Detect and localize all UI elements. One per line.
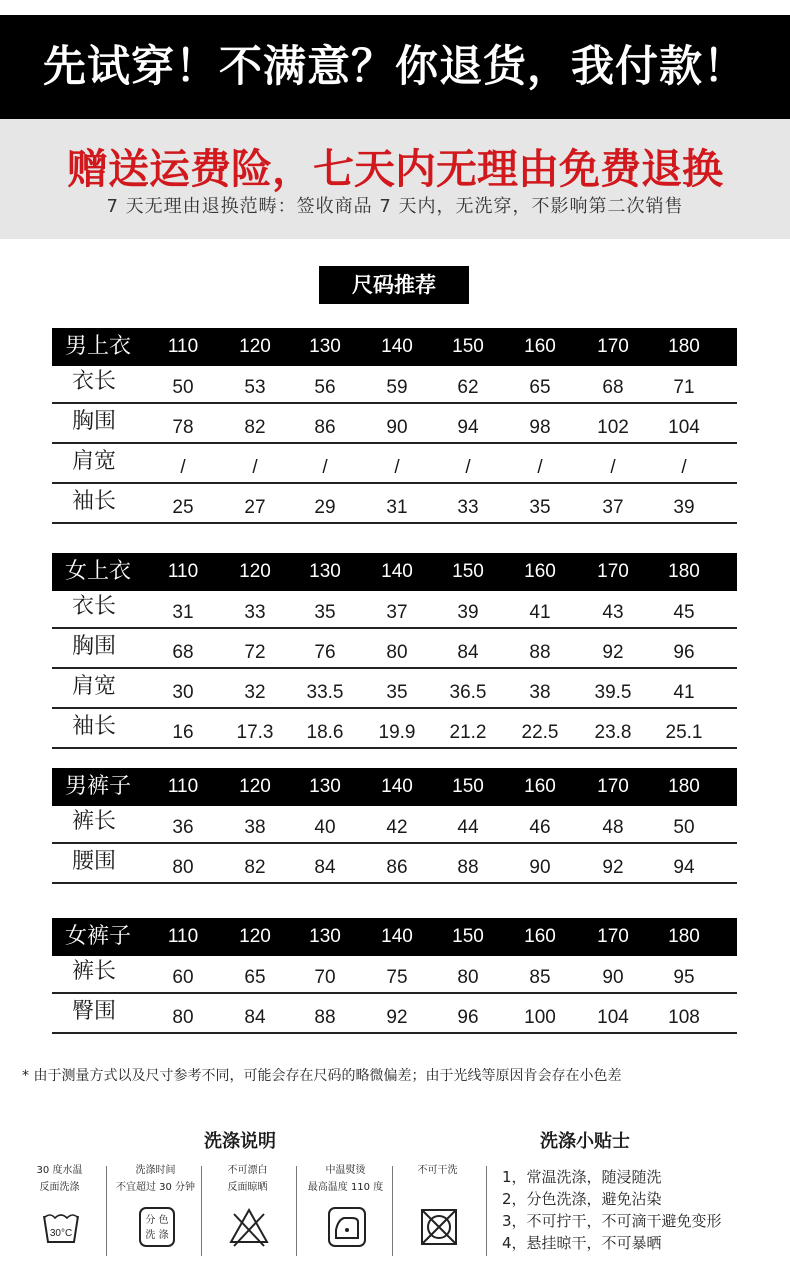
size-table-header: [52, 918, 737, 956]
wash-item-iron: [298, 1162, 393, 1258]
separate-label-1: 分 色: [145, 1215, 169, 1226]
table-cell: /: [537, 457, 543, 478]
size-header-cell: 130: [309, 336, 341, 357]
table-cell: 92: [602, 857, 624, 878]
size-recommend-tag: 尺码推荐: [319, 266, 469, 304]
table-cell: 33: [457, 497, 479, 518]
table-category-label: 女上衣: [65, 559, 132, 584]
table-cell: 45: [673, 602, 695, 623]
size-header-cell: 150: [452, 776, 484, 797]
table-cell: 35: [529, 497, 551, 518]
table-cell: 39.5: [594, 682, 632, 703]
table-cell: 23.8: [594, 722, 632, 743]
table-cell: 80: [457, 967, 479, 988]
separate-wash-icon: [136, 1206, 178, 1248]
table-cell: 84: [314, 857, 336, 878]
measurement-label: 袖长: [72, 714, 117, 739]
table-cell: 38: [529, 682, 551, 703]
table-cell: 94: [457, 417, 479, 438]
table-cell: 102: [597, 417, 629, 438]
size-header-cell: 160: [524, 776, 556, 797]
table-row: [52, 709, 737, 749]
table-cell: 104: [668, 417, 700, 438]
size-header-cell: 130: [309, 926, 341, 947]
measurement-label: 裤长: [72, 809, 117, 834]
measurement-label: 胸围: [72, 409, 117, 434]
table-cell: 59: [386, 377, 408, 398]
table-cell: 25: [172, 497, 194, 518]
table-row: [52, 994, 737, 1034]
separate-label-2: 洗 涤: [145, 1230, 169, 1241]
measurement-label: 腰围: [72, 849, 117, 874]
table-cell: 96: [457, 1007, 479, 1028]
table-cell: /: [394, 457, 400, 478]
table-row: [52, 484, 737, 524]
table-cell: 80: [172, 1007, 194, 1028]
wash-text: 不宜超过 30 分钟: [115, 1182, 196, 1193]
table-cell: 38: [244, 817, 266, 838]
size-header-cell: 170: [597, 336, 629, 357]
table-cell: 95: [673, 967, 695, 988]
tips-title: 洗涤小贴士: [540, 1131, 630, 1152]
table-cell: 33.5: [306, 682, 344, 703]
size-header-cell: 180: [668, 776, 700, 797]
measurement-label: 肩宽: [72, 449, 117, 474]
size-header-cell: 120: [239, 561, 271, 582]
wash-text: 不可漂白: [227, 1165, 268, 1176]
table-cell: 35: [314, 602, 336, 623]
size-header-cell: 160: [524, 561, 556, 582]
measurement-label: 袖长: [72, 489, 117, 514]
table-cell: 27: [244, 497, 266, 518]
table-cell: 16: [172, 722, 194, 743]
table-cell: 90: [386, 417, 408, 438]
table-cell: 62: [457, 377, 479, 398]
table-cell: 41: [529, 602, 551, 623]
table-cell: 108: [668, 1007, 700, 1028]
no-bleach-icon: [228, 1206, 270, 1248]
size-header-cell: 110: [167, 776, 199, 797]
table-cell: 44: [457, 817, 479, 838]
table-category-label: 女裤子: [65, 924, 132, 949]
table-cell: 22.5: [521, 722, 559, 743]
table-cell: /: [681, 457, 687, 478]
table-cell: /: [322, 457, 328, 478]
size-header-cell: 160: [524, 336, 556, 357]
size-header-cell: 130: [309, 561, 341, 582]
wash-text: 最高温度 110 度: [307, 1182, 384, 1193]
table-cell: 48: [602, 817, 624, 838]
table-cell: 50: [172, 377, 194, 398]
table-cell: 40: [314, 817, 336, 838]
table-row: [52, 444, 737, 484]
table-cell: 86: [314, 417, 336, 438]
size-header-cell: 140: [381, 561, 413, 582]
table-cell: 53: [244, 377, 266, 398]
size-header-cell: 120: [239, 926, 271, 947]
table-cell: 60: [172, 967, 194, 988]
measurement-label: 胸围: [72, 634, 117, 659]
wash-title: 洗涤说明: [204, 1131, 276, 1152]
table-cell: 82: [244, 857, 266, 878]
table-cell: 46: [529, 817, 551, 838]
size-header-cell: 150: [452, 926, 484, 947]
measurement-note: * 由于测量方式以及尺寸参考不同，可能会存在尺码的略微偏差；由于光线等原因肯会存在小色差: [22, 1068, 622, 1084]
table-row: [52, 589, 737, 629]
wash-text: 中温熨烫: [325, 1165, 366, 1176]
table-cell: 71: [673, 377, 695, 398]
table-cell: 94: [673, 857, 695, 878]
wash-item-time: [108, 1162, 203, 1258]
table-cell: 42: [386, 817, 408, 838]
table-cell: 39: [457, 602, 479, 623]
table-row: [52, 364, 737, 404]
size-table-header: [52, 768, 737, 806]
banner-title: 先试穿！不满意？你退货，我付款！: [43, 42, 747, 92]
table-cell: 17.3: [236, 722, 274, 743]
table-cell: 84: [457, 642, 479, 663]
wash-text: 反面洗涤: [39, 1182, 80, 1193]
table-cell: 96: [673, 642, 695, 663]
table-cell: 56: [314, 377, 336, 398]
size-header-cell: 150: [452, 561, 484, 582]
table-cell: 21.2: [449, 722, 487, 743]
no-tumble-dry-icon: [418, 1206, 460, 1248]
size-header-cell: 160: [524, 926, 556, 947]
table-cell: 82: [244, 417, 266, 438]
measurement-label: 臀围: [72, 999, 117, 1024]
size-table-header: [52, 553, 737, 591]
table-cell: 65: [244, 967, 266, 988]
size-header-cell: 120: [239, 336, 271, 357]
table-cell: 88: [529, 642, 551, 663]
table-cell: 68: [172, 642, 194, 663]
table-cell: 68: [602, 377, 624, 398]
table-cell: 72: [244, 642, 266, 663]
table-cell: 88: [457, 857, 479, 878]
table-cell: 98: [529, 417, 551, 438]
table-cell: 90: [529, 857, 551, 878]
table-row: [52, 404, 737, 444]
size-header-cell: 170: [597, 561, 629, 582]
table-row: [52, 954, 737, 994]
divider: [296, 1166, 297, 1256]
table-cell: 84: [244, 1007, 266, 1028]
size-header-cell: 180: [668, 336, 700, 357]
table-cell: 86: [386, 857, 408, 878]
promo-subtitle: 7 天无理由退换范畴：签收商品 7 天内，无洗穿，不影响第二次销售: [106, 196, 684, 217]
size-header-cell: 110: [167, 561, 199, 582]
wash-item-bleach: [200, 1162, 295, 1258]
measurement-label: 衣长: [72, 369, 117, 394]
table-cell: 80: [386, 642, 408, 663]
wash-text: 30 度水温: [36, 1165, 83, 1176]
size-header-cell: 140: [381, 926, 413, 947]
table-cell: 29: [314, 497, 336, 518]
table-cell: /: [610, 457, 616, 478]
measurement-label: 肩宽: [72, 674, 117, 699]
size-header-cell: 120: [239, 776, 271, 797]
size-header-cell: 180: [668, 926, 700, 947]
table-category-label: 男上衣: [65, 334, 132, 359]
wash-item-temperature: [12, 1162, 107, 1258]
size-header-cell: 130: [309, 776, 341, 797]
table-cell: 41: [673, 682, 695, 703]
table-cell: 33: [244, 602, 266, 623]
tip-item: 1，常温洗涤，随浸随洗: [502, 1168, 662, 1186]
table-cell: 92: [602, 642, 624, 663]
table-row: [52, 669, 737, 709]
table-row: [52, 629, 737, 669]
table-cell: 32: [244, 682, 266, 703]
wash-temp-label: 30°C: [49, 1228, 73, 1239]
wash-text: 洗涤时间: [135, 1165, 176, 1176]
table-cell: 18.6: [306, 722, 344, 743]
size-header-cell: 170: [597, 776, 629, 797]
table-cell: 100: [524, 1007, 556, 1028]
iron-icon: [326, 1206, 368, 1248]
table-cell: 104: [597, 1007, 629, 1028]
table-cell: 31: [386, 497, 408, 518]
size-header-cell: 180: [668, 561, 700, 582]
table-cell: 43: [602, 602, 624, 623]
size-header-cell: 150: [452, 336, 484, 357]
table-cell: 80: [172, 857, 194, 878]
wash-text: 反面晾晒: [227, 1182, 268, 1193]
table-cell: 35: [386, 682, 408, 703]
tip-item: 2，分色洗涤，避免沾染: [502, 1190, 662, 1208]
table-cell: 30: [172, 682, 194, 703]
size-header-cell: 140: [381, 776, 413, 797]
wash-30-icon: [40, 1206, 82, 1248]
wash-item-dry-clean: [390, 1162, 485, 1258]
wash-tips-list: [502, 1166, 722, 1254]
divider: [486, 1166, 487, 1256]
table-cell: 76: [314, 642, 336, 663]
size-header-cell: 110: [167, 336, 199, 357]
wash-text: 不可干洗: [417, 1165, 458, 1176]
table-cell: 88: [314, 1007, 336, 1028]
table-cell: 65: [529, 377, 551, 398]
table-row: [52, 804, 737, 844]
table-cell: 39: [673, 497, 695, 518]
table-cell: 36: [172, 817, 194, 838]
table-row: [52, 844, 737, 884]
measurement-label: 裤长: [72, 959, 117, 984]
size-table-header: [52, 328, 737, 366]
divider: [106, 1166, 107, 1256]
table-cell: 37: [386, 602, 408, 623]
table-category-label: 男裤子: [65, 774, 132, 799]
tip-item: 4，悬挂晾干，不可暴晒: [502, 1234, 662, 1252]
size-header-cell: 110: [167, 926, 199, 947]
size-header-cell: 170: [597, 926, 629, 947]
tip-item: 3，不可拧干，不可滴干避免变形: [502, 1212, 722, 1230]
table-cell: /: [252, 457, 258, 478]
table-cell: 50: [673, 817, 695, 838]
measurement-label: 衣长: [72, 594, 117, 619]
table-cell: 90: [602, 967, 624, 988]
table-cell: /: [180, 457, 186, 478]
table-cell: 36.5: [449, 682, 487, 703]
table-cell: 85: [529, 967, 551, 988]
table-cell: 75: [386, 967, 408, 988]
table-cell: 25.1: [665, 722, 703, 743]
size-header-cell: 140: [381, 336, 413, 357]
table-cell: 70: [314, 967, 336, 988]
table-cell: 31: [172, 602, 194, 623]
table-cell: 19.9: [378, 722, 416, 743]
table-cell: 78: [172, 417, 194, 438]
table-cell: /: [465, 457, 471, 478]
promo-title: 赠送运费险，七天内无理由免费退换: [67, 145, 723, 193]
table-cell: 37: [602, 497, 624, 518]
table-cell: 92: [386, 1007, 408, 1028]
